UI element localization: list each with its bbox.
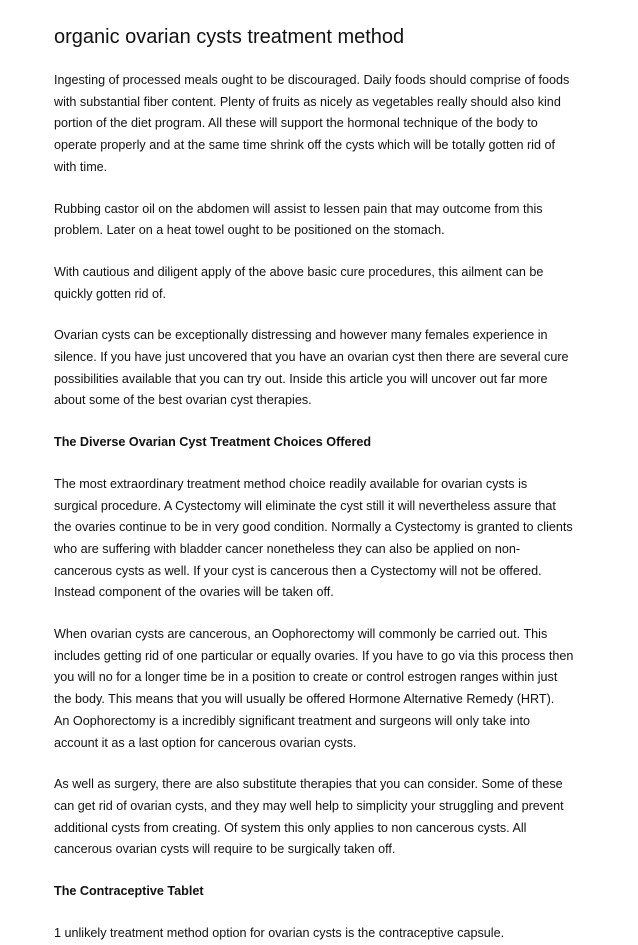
text-line: The Diverse Ovarian Cyst Treatment Choices Offered <box>54 435 372 450</box>
text-line: account it as a last option for cancerous ovarian cysts. <box>54 735 357 750</box>
paragraph <box>54 624 598 754</box>
text-line: problem. Later on a heat towel ought to be positioned on the stomach. <box>54 223 445 238</box>
text-line: Instead component of the ovaries will be taken off. <box>54 585 334 600</box>
text-line: the body. This means that you will usually be offered Hormone Alternative Remedy (HRT). <box>54 692 555 707</box>
text-line: Rubbing castor oil on the abdomen will assist to lessen pain that may outcome from this <box>54 201 543 216</box>
paragraph <box>54 474 598 604</box>
section-heading <box>54 432 598 454</box>
text-line: Ingesting of processed meals ought to be discouraged. Daily foods should comprise of foods <box>54 73 570 87</box>
text-line: can get rid of ovarian cysts, and they may well help to simplicity your struggling and prevent <box>54 798 564 813</box>
text-line: 1 unlikely treatment method option for ovarian cysts is the contraceptive capsule. <box>54 925 505 940</box>
text-line: you will no for a longer time be in a position to create or control estrogen ranges within just <box>54 670 558 685</box>
paragraph <box>54 774 598 861</box>
text-line: who are suffering with bladder cancer nonetheless they can also be applied on non- <box>54 541 521 556</box>
text-line: the ovaries continue to be in very good condition. Normally a Cystectomy is granted to clients <box>54 520 573 535</box>
paragraph <box>54 70 598 179</box>
text-line: cancerous cysts as well. If your cyst is cancerous then a Cystectomy will not be offered. <box>54 563 542 578</box>
text-line: with time. <box>54 159 108 174</box>
text-line: As well as surgery, there are also substitute therapies that you can consider. Some of these <box>54 777 563 792</box>
text-line: additional cysts from creating. Of system this only applies to non cancerous cysts. All <box>54 820 527 835</box>
text-line: includes getting rid of one particular or equally ovaries. If you have to go via this process then <box>54 648 574 663</box>
text-line: When ovarian cysts are cancerous, an Oophorectomy will commonly be carried out. This <box>54 627 548 642</box>
text-line: quickly gotten rid of. <box>54 286 167 301</box>
text-line: silence. If you have just uncovered that you have an ovarian cyst then there are several cure <box>54 350 569 365</box>
paragraph <box>54 199 598 242</box>
text-line: Ovarian cysts can be exceptionally distressing and however many females experience in <box>54 328 548 343</box>
section-heading <box>54 881 598 903</box>
text-line: possibilities available that you can try out. Inside this article you will uncover out far more <box>54 371 548 386</box>
text-line: The most extraordinary treatment method choice readily available for ovarian cysts is <box>54 476 528 491</box>
paragraph <box>54 325 598 412</box>
text-line: The Contraceptive Tablet <box>54 884 204 899</box>
text-line: about some of the best ovarian cyst therapies. <box>54 393 312 408</box>
document-body <box>54 70 598 945</box>
text-line: cancerous ovarian cysts will require to be surgically taken off. <box>54 842 396 857</box>
paragraph <box>54 262 598 305</box>
text-line: With cautious and diligent apply of the above basic cure procedures, this ailment can be <box>54 264 544 279</box>
text-line: An Oophorectomy is a incredibly significant treatment and surgeons will only take into <box>54 713 531 728</box>
text-line: operate properly and at the same time shrink off the cysts which will be totally gotten rid of <box>54 138 555 153</box>
document-title: organic ovarian cysts treatment method <box>54 26 405 48</box>
text-line: surgical procedure. A Cystectomy will eliminate the cyst still it will nevertheless assure that <box>54 498 556 513</box>
paragraph <box>54 923 598 945</box>
text-line: portion of the diet program. All these will support the hormonal technique of the body to <box>54 116 538 131</box>
text-line: with substantial fiber content. Plenty of fruits as nicely as vegetables really should also kind <box>54 94 561 109</box>
